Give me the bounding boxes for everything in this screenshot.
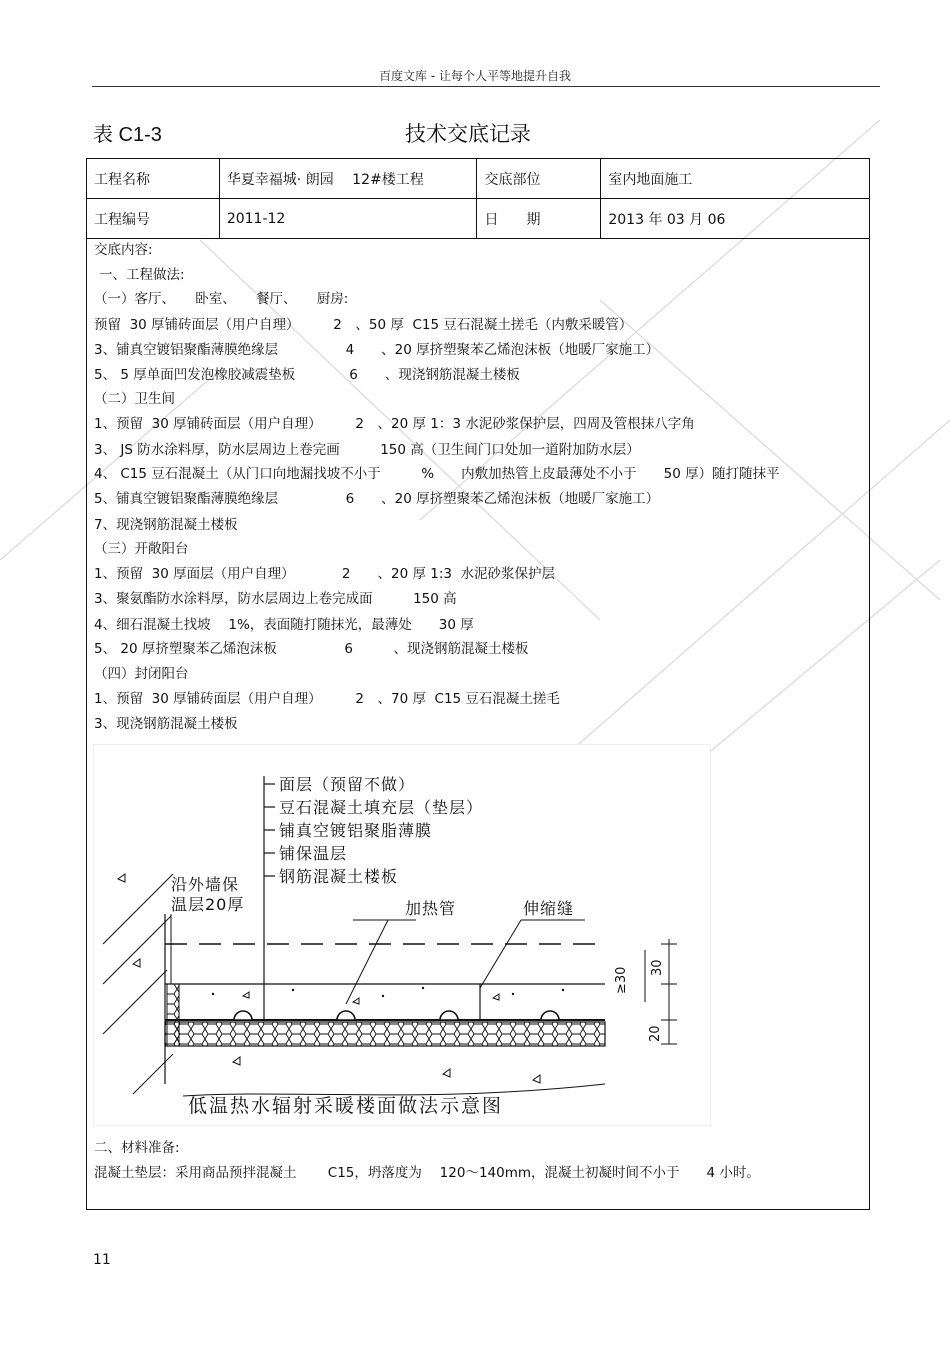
project-no-value: 2011-12 <box>219 199 477 239</box>
floor-section-diagram <box>93 744 711 1126</box>
table-row <box>87 199 870 239</box>
content-line: （四）封闭阳台 <box>94 666 189 682</box>
location-value: 室内地面施工 <box>601 159 870 199</box>
project-name-label: 工程名称 <box>87 159 220 199</box>
content-line: 3、现浇钢筋混凝土楼板 <box>94 716 238 732</box>
dimension-label: 20 <box>648 1025 663 1042</box>
content-line: （三）开敞阳台 <box>94 541 189 557</box>
content-line: （一）客厅、 卧室、 餐厅、 厨房: <box>94 291 349 307</box>
page-number: 11 <box>93 1252 111 1268</box>
header-divider <box>92 86 880 87</box>
location-label: 交底部位 <box>477 159 601 199</box>
content-line: 5、 20 厚挤塑聚苯乙烯泡沫板 6 、现浇钢筋混凝土楼板 <box>94 641 529 657</box>
dimension-label: 30 <box>650 959 665 976</box>
wall-insulation-label: 沿外墙保 <box>171 875 240 894</box>
legend-item: 铺保温层 <box>279 844 348 863</box>
table-label: 表 C1-3 <box>93 124 162 146</box>
legend-item: 铺真空镀铝聚脂薄膜 <box>279 821 433 840</box>
content-line: 3、铺真空镀铝聚酯薄膜绝缘层 4 、20 厚挤塑聚苯乙烯泡沫板（地暖厂家施工） <box>94 342 660 358</box>
project-name-value: 华夏幸福城· 朗园 12#楼工程 <box>219 159 477 199</box>
content-line: 5、铺真空镀铝聚酯薄膜绝缘层 6 、20 厚挤塑聚苯乙烯泡沫板（地暖厂家施工） <box>94 491 660 507</box>
content-line: 4、 C15 豆石混凝土（从门口向地漏找坡不小于 % 内敷加热管上皮最薄处不小于 50 厚）随打随抹平 <box>94 466 780 482</box>
content-line: 7、现浇钢筋混凝土楼板 <box>94 517 238 533</box>
date-value: 2013 年 03 月 06 <box>601 199 870 239</box>
expansion-joint-label: 伸缩缝 <box>523 899 575 918</box>
content-line: （二）卫生间 <box>94 391 175 407</box>
document-title: 技术交底记录 <box>405 123 531 146</box>
info-table <box>86 158 870 239</box>
content-line: 1、预留 30 厚铺砖面层（用户自理） 2 、70 厚 C15 豆石混凝土搓毛 <box>94 691 560 707</box>
heating-pipe-label: 加热管 <box>405 899 457 918</box>
content-line: 交底内容: <box>94 242 153 258</box>
content-line: 3、聚氨酯防水涂料厚，防水层周边上卷完成面 150 高 <box>94 591 457 607</box>
project-no-label: 工程编号 <box>87 199 220 239</box>
content-line: 1、预留 30 厚铺砖面层（用户自理） 2 、20 厚 1：3 水泥砂浆保护层，四周及管根抹八字角 <box>94 416 695 432</box>
legend-item: 豆石混凝土填充层（垫层） <box>279 798 484 817</box>
materials-heading: 二、材料准备: <box>94 1140 180 1156</box>
table-row <box>87 159 870 199</box>
diagram-caption: 低温热水辐射采暖楼面做法示意图 <box>188 1095 504 1117</box>
content-line: 预留 30 厚铺砖面层（用户自理） 2 、50 厚 C15 豆石混凝土搓毛（内敷采暖管） <box>94 317 633 333</box>
materials-line: 混凝土垫层：采用商品预拌混凝土 C15，坍落度为 120～140mm，混凝土初凝时间不小于 4 小时。 <box>94 1165 760 1181</box>
content-line: 1、预留 30 厚面层（用户自理） 2 、20 厚 1:3 水泥砂浆保护层 <box>94 566 556 582</box>
legend-item: 钢筋混凝土楼板 <box>279 867 399 886</box>
date-label: 日 期 <box>477 199 601 239</box>
wall-insulation-label: 温层20厚 <box>171 895 245 914</box>
content-line: 一、工程做法: <box>99 267 185 283</box>
page-header: 百度文库 - 让每个人平等地提升自我 <box>379 69 571 83</box>
content-line: 5、 5 厚单面凹发泡橡胶减震垫板 6 、现浇钢筋混凝土楼板 <box>94 367 520 383</box>
legend-item: 面层（预留不做） <box>279 775 416 794</box>
content-line: 4、细石混凝土找坡 1%，表面随打随抹光，最薄处 30 厚 <box>94 617 474 633</box>
dimension-label: ≥30 <box>614 966 629 994</box>
content-line: 3、 JS 防水涂料厚，防水层周边上卷完画 150 高（卫生间门口处加一道附加防水层） <box>94 442 640 458</box>
